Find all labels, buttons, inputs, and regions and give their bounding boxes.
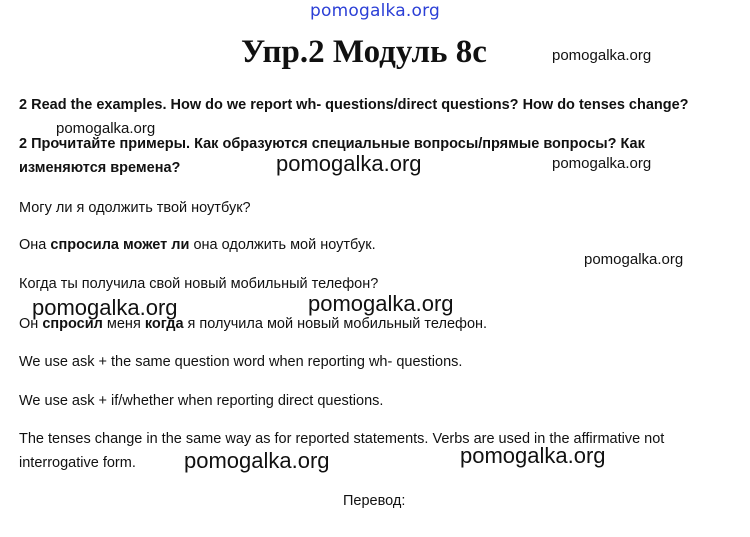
- watermark: pomogalka.org: [184, 448, 330, 473]
- translation-label: Перевод:: [343, 493, 406, 509]
- rule-direct-questions: We use ask + if/whether when reporting direct questions.: [19, 393, 384, 409]
- example-reported-1-part: Она: [19, 237, 51, 253]
- task-russian-line-1: 2 Прочитайте примеры. Как образуются специальные вопросы/прямые вопросы? Как: [19, 136, 645, 152]
- watermark: pomogalka.org: [308, 291, 454, 316]
- watermark: pomogalka.org: [32, 295, 178, 320]
- rule-wh-questions: We use ask + the same question word when reporting wh- questions.: [19, 354, 463, 370]
- example-reported-2: [19, 316, 487, 332]
- example-reported-2-highlight: когда: [144, 316, 184, 332]
- rule-tenses-line-1: The tenses change in the same way as for reported statements. Verbs are used in the affirmative not: [19, 431, 665, 447]
- watermark: pomogalka.org: [56, 120, 156, 137]
- watermark: pomogalka.org: [460, 443, 606, 468]
- page-title: Упр.2 Модуль 8с: [241, 34, 487, 70]
- task-english: 2 Read the examples. How do we report wh- questions/direct questions? How do tenses change?: [19, 97, 689, 113]
- example-reported-2-highlight: спросил: [42, 316, 103, 332]
- example-reported-2-part: Он: [19, 316, 43, 332]
- site-header-watermark: pomogalka.org: [310, 1, 440, 21]
- watermark: pomogalka.org: [552, 47, 652, 64]
- task-russian-line-2: изменяются времена?: [19, 160, 181, 176]
- example-reported-1-part: она одолжить мой ноутбук.: [189, 237, 376, 253]
- watermark: pomogalka.org: [552, 155, 652, 172]
- example-question-2: Когда ты получила свой новый мобильный телефон?: [19, 276, 379, 292]
- example-reported-1: [19, 237, 376, 253]
- example-reported-2-part: я получила мой новый мобильный телефон.: [183, 316, 488, 332]
- watermark: pomogalka.org: [276, 151, 422, 176]
- rule-tenses-line-2: interrogative form.: [19, 455, 136, 471]
- example-reported-2-part: меня: [102, 316, 145, 332]
- example-question-1: Могу ли я одолжить твой ноутбук?: [19, 200, 251, 216]
- watermark: pomogalka.org: [584, 251, 684, 268]
- example-reported-1-highlight: спросила может ли: [50, 237, 190, 253]
